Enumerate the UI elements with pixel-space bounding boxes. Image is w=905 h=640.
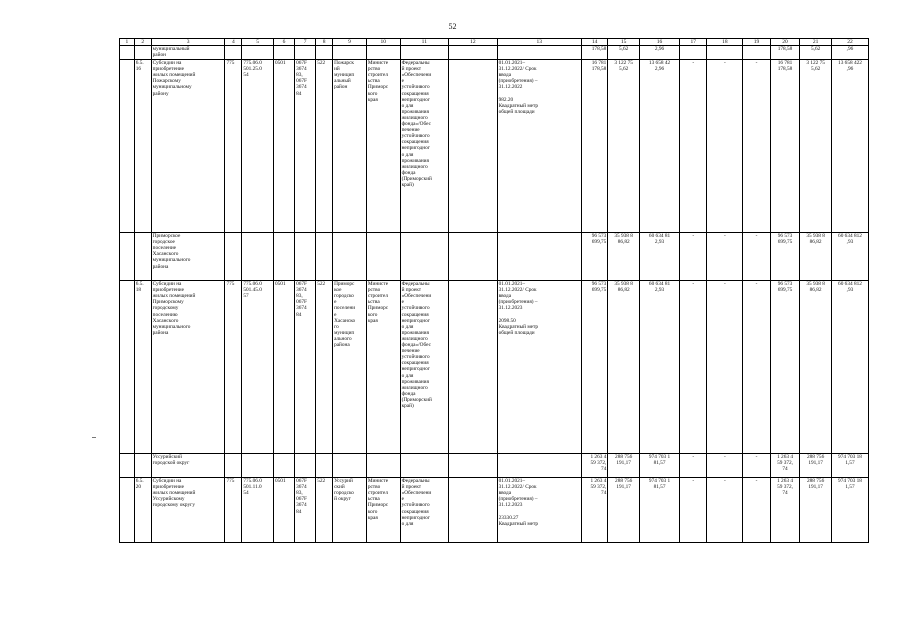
amount-cell: 13 658 42 2,96 — [639, 60, 679, 233]
dash-cell: - — [680, 454, 707, 478]
col-header: 7 — [295, 39, 316, 46]
table-row — [120, 454, 869, 478]
item-number-cell: 6.5. 16 — [134, 60, 151, 233]
col-header: 11 — [400, 39, 449, 46]
recipient-cell: Уссурий ский городско й округ — [333, 478, 367, 543]
code-cell: 0501 — [274, 60, 295, 233]
amount-cell: 288 756 191,17 — [800, 454, 832, 478]
col-header: 18 — [707, 39, 743, 46]
code-cell: 0501 — [274, 281, 295, 454]
table-row — [120, 46, 869, 60]
col-header: 3 — [151, 39, 225, 46]
project-cell: Федеральны й проект «Обеспечени е устойчивого сокращения непригодног о для — [400, 478, 449, 543]
recipient-cell: Пожарск ий муницип альный район — [333, 60, 367, 233]
code-cell: 775 — [225, 281, 242, 454]
page-number: 52 — [448, 22, 457, 31]
col-header: 4 — [225, 39, 242, 46]
amount-cell: 1 263 4 59 372, 74 — [770, 478, 800, 543]
amount-cell: 5,62 — [800, 46, 832, 60]
dash-cell: - — [707, 233, 743, 281]
recipient-cell: Уссурийский городской округ — [151, 454, 225, 478]
col-header: 9 — [333, 39, 367, 46]
code-cell: 775.06.0 501.25.0 54 — [242, 60, 274, 233]
code-cell: 067F 3674 83, 067F 3674 84 — [295, 281, 316, 454]
header-row — [120, 39, 869, 46]
col-header: 6 — [274, 39, 295, 46]
amount-cell: 60 634 81 2,93 — [639, 281, 679, 454]
ministry-cell: Министе рство строител ьства Приморс кого края — [366, 478, 400, 543]
recipient-cell: Приморс кое городско е поселени е Хасанско го муницип ального района — [333, 281, 367, 454]
recipient-cell: муниципальный район — [151, 46, 225, 60]
amount-cell: 96 573 699,75 — [770, 281, 800, 454]
amount-cell: 3 122 75 5,62 — [608, 60, 640, 233]
dash-cell: - — [743, 233, 770, 281]
table-row — [120, 478, 869, 543]
dash-cell: - — [743, 281, 770, 454]
item-number-cell: 6.5. 18 — [134, 281, 151, 454]
amount-cell: 1 263 4 59 372, 74 — [581, 478, 607, 543]
col-header: 14 — [581, 39, 607, 46]
amount-cell: 96 573 699,75 — [770, 233, 800, 281]
col-header: 2 — [134, 39, 151, 46]
amount-cell: 13 658 422 ,96 — [831, 60, 868, 233]
dash-cell: - — [743, 454, 770, 478]
amount-cell: 288 756 191,17 — [800, 478, 832, 543]
dash-cell: - — [743, 478, 770, 543]
amount-cell: 974 703 18 1,57 — [831, 478, 868, 543]
code-cell: 775.06.0 501.45.0 57 — [242, 281, 274, 454]
dash-cell: - — [707, 478, 743, 543]
col-header: 13 — [497, 39, 581, 46]
code-cell: 522 — [316, 60, 333, 233]
amount-cell: 16 781 178,58 — [581, 60, 607, 233]
amount-cell: 35 938 8 86,82 — [800, 281, 832, 454]
item-number-cell: 6.5. 20 — [134, 478, 151, 543]
period-cell: 01.01.2021– 31.12.2022/ Срок ввода (приобретения) – 31.12.2022 982.20 Квадратный метр общей площади — [497, 60, 581, 233]
amount-cell: ,96 — [831, 46, 868, 60]
code-cell: 775.06.0 501.11.0 54 — [242, 478, 274, 543]
col-header: 8 — [316, 39, 333, 46]
col-header: 20 — [770, 39, 800, 46]
scan-artifact — [92, 437, 96, 438]
col-header: 12 — [449, 39, 498, 46]
code-cell: 067F 3674 83, 067F 3674 84 — [295, 60, 316, 233]
project-cell: Федеральны й проект «Обеспечени е устойчивого сокращения непригодног о для проживания жилищного фонда»/Обес печение устойчивого сокращения непригодног о для проживания жилищного фонда (Приморский край) — [400, 281, 449, 454]
amount-cell: 974 703 18 1,57 — [831, 454, 868, 478]
description-cell: Субсидии на приобретение жилых помещений Пожарскому муниципальному району — [151, 60, 225, 233]
dash-cell: - — [680, 60, 707, 233]
period-cell: 01.01.2021– 31.12.2022/ Срок ввода (приобретения) – 31.12.2023 2098.50 Квадратный метр общей площади — [497, 281, 581, 454]
code-cell: 0501 — [274, 478, 295, 543]
amount-cell: 178,58 — [581, 46, 607, 60]
dash-cell: - — [680, 478, 707, 543]
amount-cell: 288 756 191,17 — [608, 454, 640, 478]
period-cell: 01.01.2021– 31.12.2022/ Срок ввода (приобретения) – 31.12.2023 23330.27 Квадратный метр — [497, 478, 581, 543]
amount-cell: 60 634 81 2,93 — [639, 233, 679, 281]
amount-cell: 178,58 — [770, 46, 800, 60]
code-cell: 775 — [225, 478, 242, 543]
col-header: 10 — [366, 39, 400, 46]
amount-cell: 974 703 1 81,57 — [639, 478, 679, 543]
amount-cell: 96 573 699,75 — [581, 233, 607, 281]
code-cell: 522 — [316, 281, 333, 454]
table-row — [120, 60, 869, 233]
col-header: 15 — [608, 39, 640, 46]
dash-cell: - — [707, 281, 743, 454]
col-header: 21 — [800, 39, 832, 46]
amount-cell: 288 756 191,17 — [608, 478, 640, 543]
ministry-cell: Министе рство строител ьства Приморс кого края — [366, 60, 400, 233]
col-header: 17 — [680, 39, 707, 46]
amount-cell: 16 781 178,58 — [770, 60, 800, 233]
description-cell: Субсидии на приобретение жилых помещений Уссурийскому городскому округу — [151, 478, 225, 543]
col-header: 22 — [831, 39, 868, 46]
table-row — [120, 281, 869, 454]
project-cell: Федеральны й проект «Обеспечени е устойчивого сокращения непригодног о для проживания жилищного фонда»/Обес печение устойчивого сокращения непригодног о для проживания жилищного фонда (Приморский край) — [400, 60, 449, 233]
amount-cell: 60 634 812 ,93 — [831, 233, 868, 281]
amount-cell: 60 634 812 ,93 — [831, 281, 868, 454]
budget-table-sheet — [119, 38, 869, 543]
col-header: 5 — [242, 39, 274, 46]
recipient-cell: Приморское городское поселение Хасанского муниципального района — [151, 233, 225, 281]
amount-cell: 35 938 8 86,82 — [800, 233, 832, 281]
amount-cell: 35 938 8 86,82 — [608, 281, 640, 454]
amount-cell: 1 263 4 59 372, 74 — [770, 454, 800, 478]
amount-cell: 974 703 1 81,57 — [639, 454, 679, 478]
amount-cell: 1 263 4 59 372, 74 — [581, 454, 607, 478]
col-header: 19 — [743, 39, 770, 46]
table-row — [120, 233, 869, 281]
amount-cell: 5,62 — [608, 46, 640, 60]
code-cell: 522 — [316, 478, 333, 543]
dash-cell: - — [743, 60, 770, 233]
amount-cell: 96 573 699,75 — [581, 281, 607, 454]
col-header: 1 — [120, 39, 135, 46]
dash-cell: - — [707, 60, 743, 233]
col-header: 16 — [639, 39, 679, 46]
description-cell: Субсидии на приобретение жилых помещений Приморскому городскому поселению Хасанского муниципального района — [151, 281, 225, 454]
amount-cell: 35 938 8 86,82 — [608, 233, 640, 281]
budget-table — [119, 38, 869, 543]
code-cell: 775 — [225, 60, 242, 233]
ministry-cell: Министе рство строител ьства Приморс кого края — [366, 281, 400, 454]
dash-cell: - — [680, 233, 707, 281]
amount-cell: 3 122 75 5,62 — [800, 60, 832, 233]
code-cell: 067F 3674 83, 067F 3674 84 — [295, 478, 316, 543]
dash-cell: - — [707, 454, 743, 478]
dash-cell: - — [680, 281, 707, 454]
amount-cell: 2,96 — [639, 46, 679, 60]
